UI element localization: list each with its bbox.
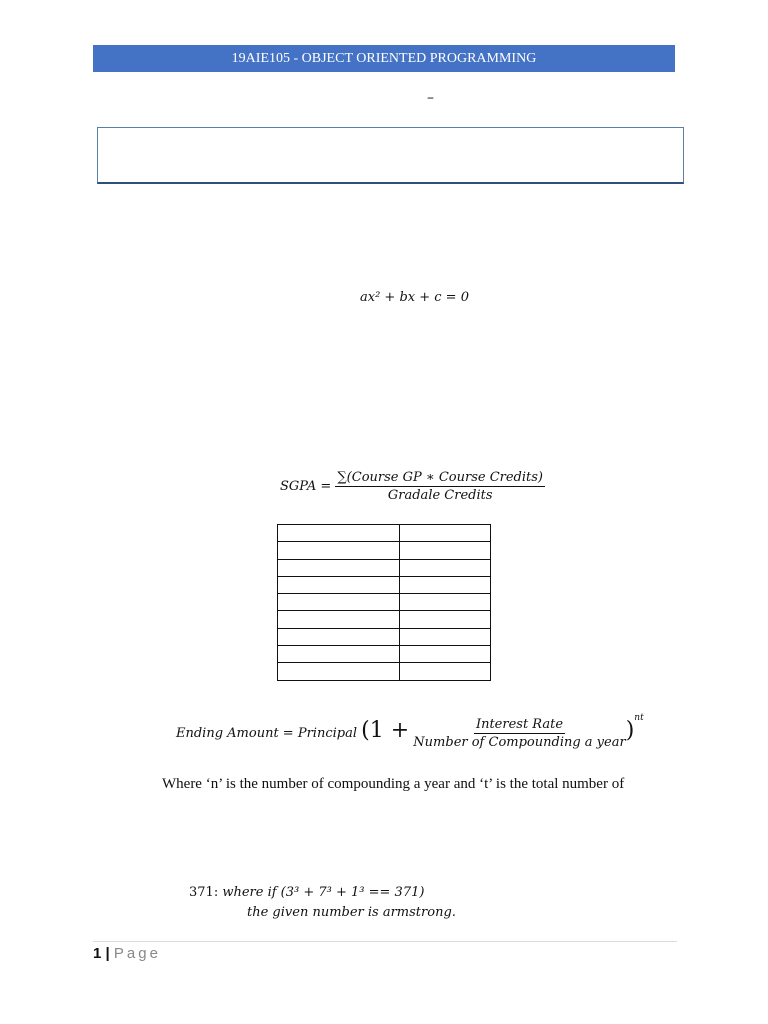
table-row	[278, 576, 491, 593]
table-cell	[278, 663, 400, 680]
page-number: 1	[93, 945, 102, 962]
armstrong-example	[189, 885, 424, 900]
table-cell	[400, 594, 491, 611]
table-row	[278, 542, 491, 559]
table-cell	[400, 576, 491, 593]
where-text: Where ‘n’ is the number of compounding a year and ‘t’ is the total number of	[162, 776, 625, 792]
table-cell	[278, 646, 400, 663]
empty-text-box	[97, 127, 684, 184]
armstrong-line2: the given number is armstrong.	[247, 905, 456, 920]
page-separator: |	[105, 945, 110, 962]
dash: –	[427, 90, 434, 106]
table-row	[278, 628, 491, 645]
table-cell	[278, 525, 400, 542]
armstrong-line1: where if (3³ + 7³ + 1³ == 371)	[222, 885, 425, 900]
grade-table	[277, 524, 491, 681]
table-cell	[400, 559, 491, 576]
table-cell	[278, 576, 400, 593]
interest-denominator: Number of Compounding a year	[413, 735, 626, 750]
table-row	[278, 559, 491, 576]
sgpa-lhs: SGPA =	[280, 479, 332, 494]
exponent: nt	[634, 712, 644, 723]
course-header: 19AIE105 - OBJECT ORIENTED PROGRAMMING	[93, 45, 675, 72]
table-row	[278, 646, 491, 663]
table-row	[278, 611, 491, 628]
table-cell	[278, 542, 400, 559]
armstrong-number: 371:	[189, 885, 219, 900]
page-footer	[93, 945, 161, 962]
table-row	[278, 525, 491, 542]
footer-divider	[93, 941, 677, 942]
table-cell	[278, 559, 400, 576]
table-cell	[278, 611, 400, 628]
page-label: Page	[113, 945, 161, 962]
interest-numerator: Interest Rate	[475, 717, 564, 732]
open-paren: (1 +	[361, 718, 410, 743]
table-cell	[400, 646, 491, 663]
sgpa-numerator: ∑(Course GP ∗ Course Credits)	[337, 470, 544, 485]
sgpa-denominator: Gradale Credits	[387, 488, 493, 503]
table-row	[278, 594, 491, 611]
table-cell	[400, 525, 491, 542]
table-cell	[400, 663, 491, 680]
quadratic-equation: ax² + bx + c = 0	[360, 290, 469, 305]
table-cell	[400, 628, 491, 645]
interest-formula	[176, 712, 644, 750]
table-cell	[278, 628, 400, 645]
table-row	[278, 663, 491, 680]
table-cell	[278, 594, 400, 611]
close-paren: )	[625, 718, 635, 743]
sgpa-formula	[280, 470, 545, 503]
table-cell	[400, 542, 491, 559]
table-cell	[400, 611, 491, 628]
interest-lhs: Ending Amount = Principal	[176, 726, 357, 741]
